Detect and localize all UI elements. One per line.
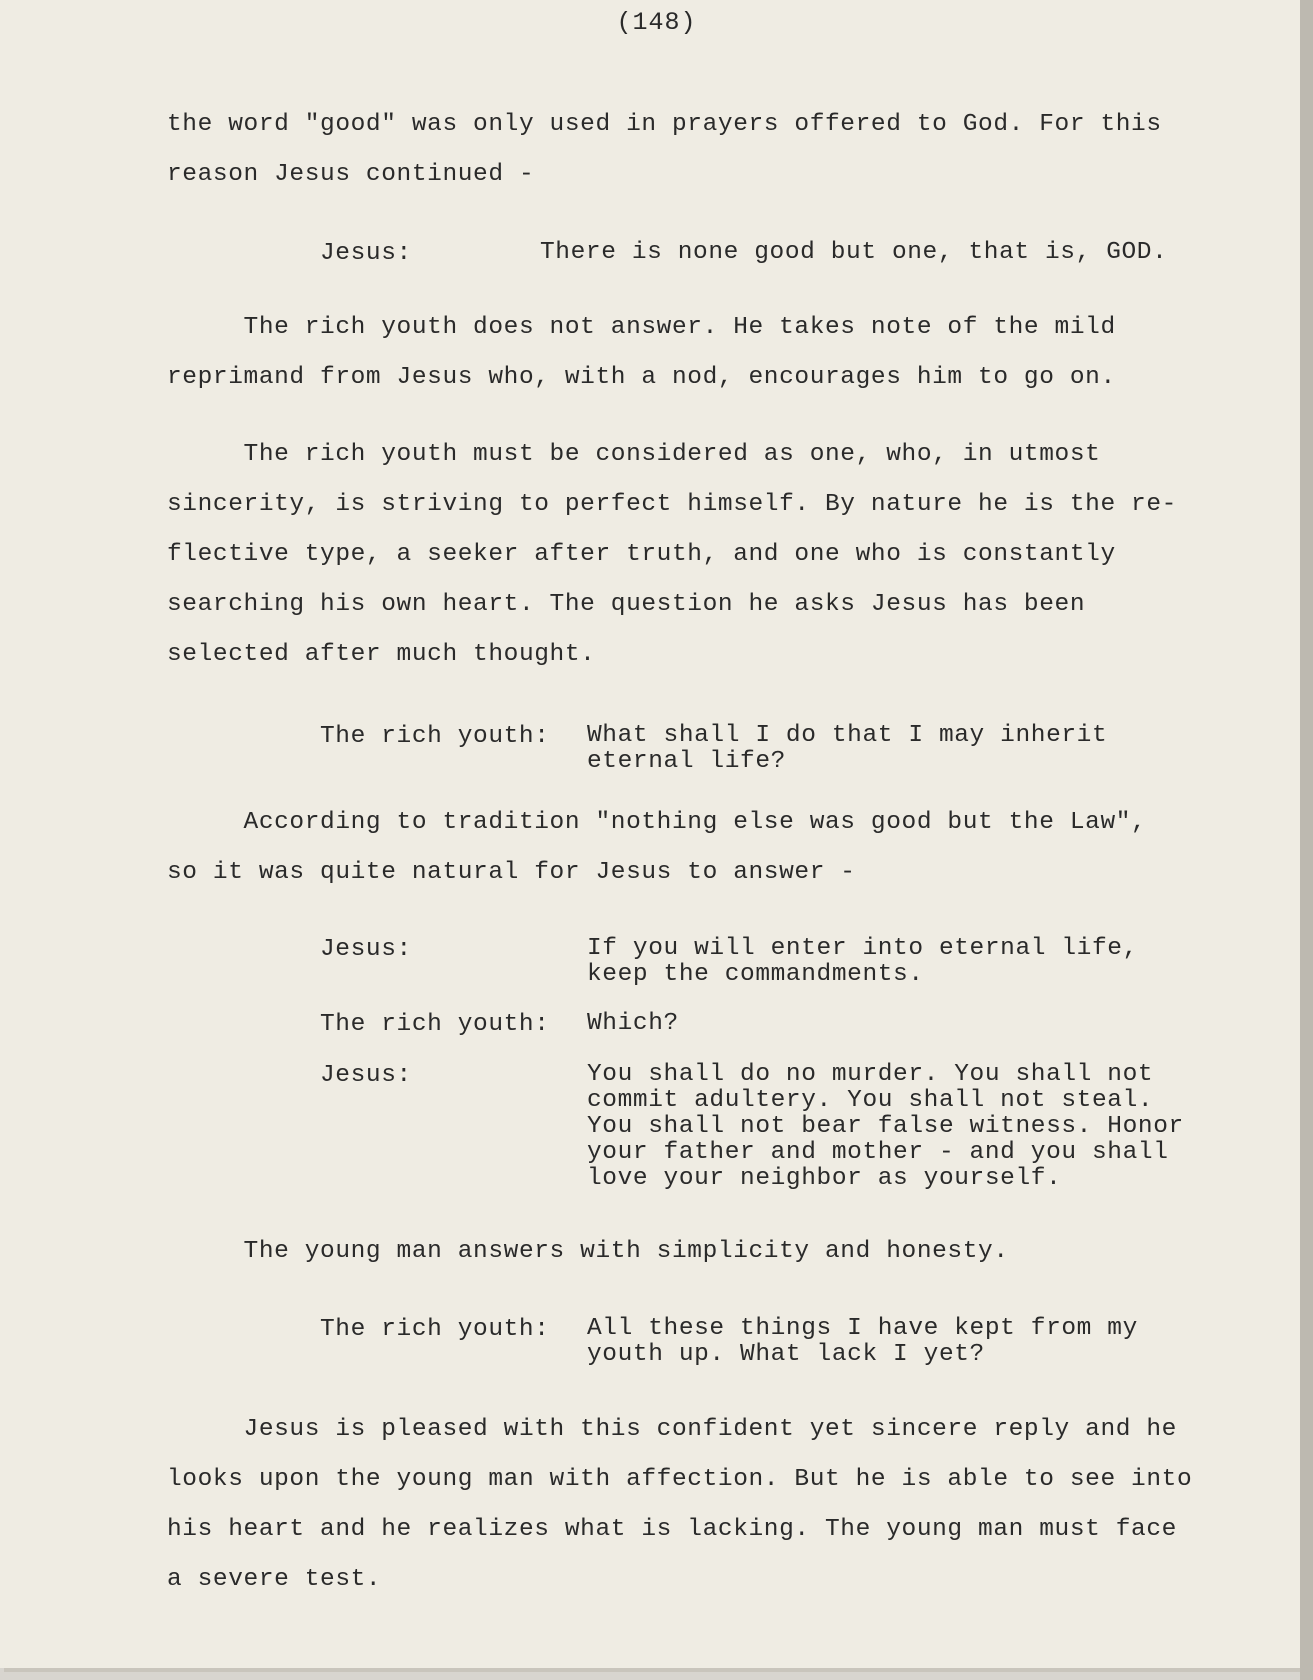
paragraph-3: The rich youth must be considered as one, who, in utmost sincerity, is striving to perfect himself. By nature he is the re- flective type, a seeker after truth, and one who is constantly searching his own heart. The question he asks Jesus has been selected after much thought. <box>167 441 1177 668</box>
dialogue-3-speech: If you will enter into eternal life, keep the commandments. <box>587 935 1138 988</box>
paragraph-5: The young man answers with simplicity and honesty. <box>167 1238 1009 1265</box>
dialogue-5-speech: You shall do no murder. You shall not commit adultery. You shall not steal. You shall not bear false witness. Honor your father and mother - and you shall love your neighbor as yourself. <box>587 1061 1184 1192</box>
dialogue-4-speech: Which? <box>587 1010 679 1037</box>
page-edge <box>1300 0 1313 1680</box>
paragraph-4: According to tradition "nothing else was good but the Law", so it was quite natural for Jesus to answer - <box>167 809 1147 886</box>
dialogue-2-speaker: The rich youth: <box>320 723 550 750</box>
paragraph-2: The rich youth does not answer. He takes note of the mild reprimand from Jesus who, with a nod, encourages him to go on. <box>167 314 1116 391</box>
dialogue-5-speaker: Jesus: <box>320 1062 412 1089</box>
dialogue-6-speaker: The rich youth: <box>320 1316 550 1343</box>
paragraph-1: the word "good" was only used in prayers offered to God. For this reason Jesus continued - <box>167 111 1162 188</box>
dialogue-1-speech: There is none good but one, that is, GOD. <box>540 239 1168 266</box>
dialogue-6-speech: All these things I have kept from my youth up. What lack I yet? <box>587 1315 1138 1368</box>
paragraph-6: Jesus is pleased with this confident yet sincere reply and he looks upon the young man with affection. But he is able to see into his heart and he realizes what is lacking. The young man must face a severe test. <box>167 1416 1193 1593</box>
dialogue-4-speaker: The rich youth: <box>320 1011 550 1038</box>
dialogue-1-speaker: Jesus: <box>320 240 412 267</box>
dialogue-2-speech: What shall I do that I may inherit eternal life? <box>587 722 1108 775</box>
page-number: (148) <box>616 8 697 37</box>
dialogue-3-speaker: Jesus: <box>320 936 412 963</box>
